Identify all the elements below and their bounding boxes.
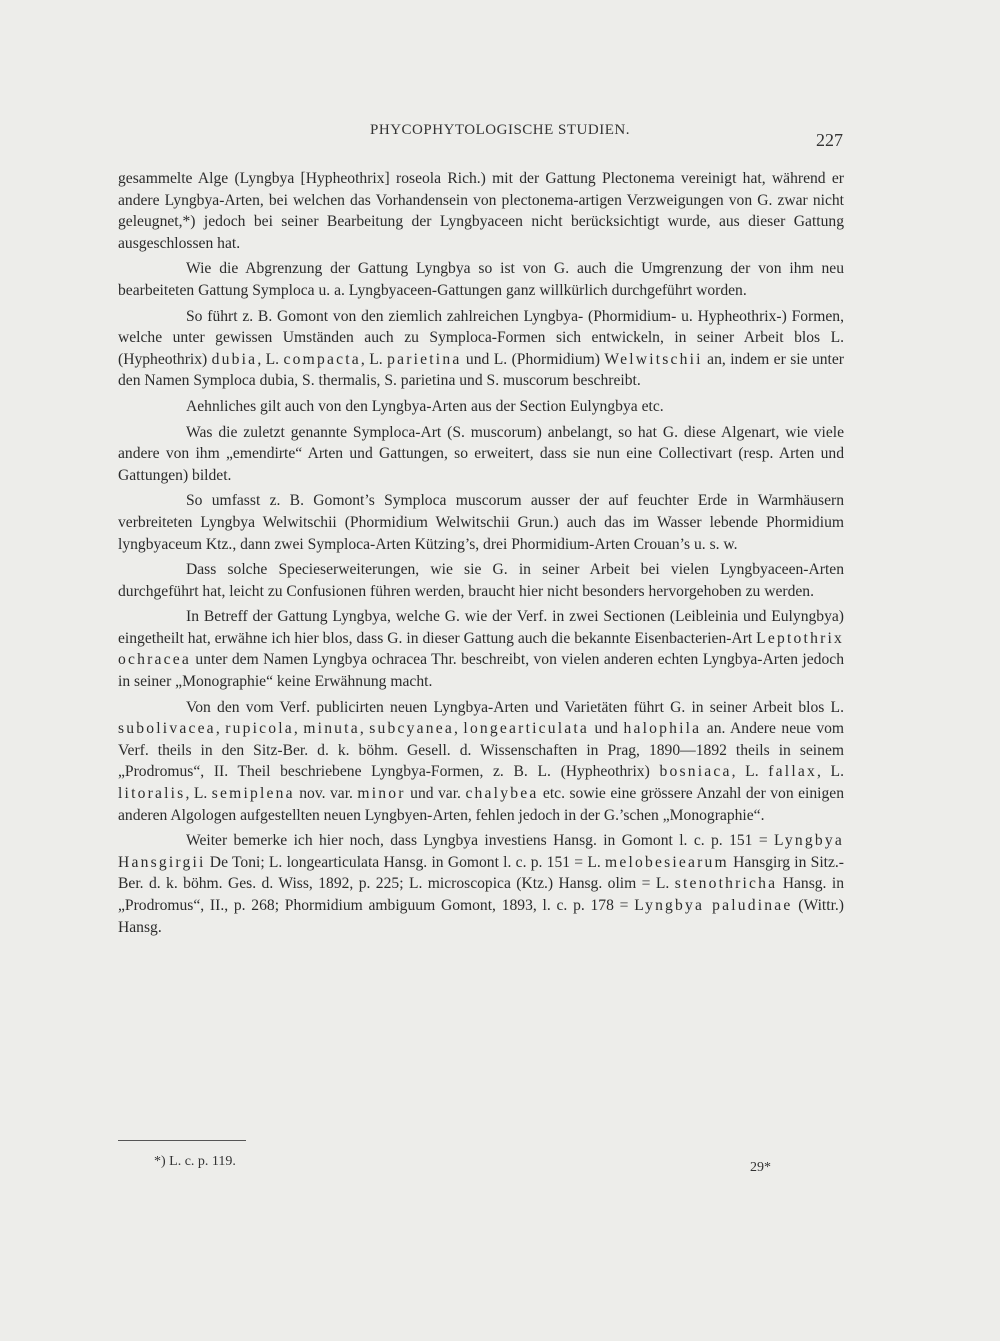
paragraph: [118, 396, 844, 418]
spaced-term: Welwitschii: [604, 350, 703, 368]
text-run: unter dem Namen Lyngbya ochracea Thr. beschreibt, von vielen anderen echten Lyngbya-Arten jedoch in seiner „Monographie“ keine Erwähnung macht.: [118, 651, 844, 691]
paragraph: [118, 830, 844, 938]
text-run: Wie die Abgrenzung der Gattung Lyngbya so ist von G. auch die Umgrenzung der von ihm neu bearbeiteten Gattung Symploca u. a. Lyngbyaceen-Gattungen ganz willkürlich durchgeführt worden.: [118, 260, 844, 299]
text-run: Dass solche Specieserweiterungen, wie sie G. in seiner Arbeit bei vielen Lyngbyaceen-Arten durchgeführt hat, leicht zu Confusionen führen werden, braucht hier nicht besonders hervorgehoben zu werden.: [118, 561, 844, 600]
text-run: an. Andere neue vom Verf. theils in den Sitz-Ber. d. k. böhm. Gesell. d. Wissenschaften in Prag, 1890—1892 theils in seinem „Prodromus“, II. Theil beschriebene Lyngbya-Formen, z. B. L. (Hypheothrix): [118, 720, 845, 781]
spaced-term: chalybea: [465, 785, 539, 803]
text-run: Hansgirg in Sitz.-Ber. d. k. böhm. Ges. d. Wiss, 1892, p. 225; L. microscopica (Ktz.) Hansg. olim = L.: [118, 853, 844, 893]
paragraph: [118, 559, 844, 602]
text-run: und: [589, 720, 624, 738]
footnote-rule: [118, 1140, 246, 1141]
text-run: Von den vom Verf. publicirten neuen Lyngbya-Arten und Varietäten führt G. in seiner Arbeit blos L.: [186, 698, 844, 716]
text-run: , L.: [816, 763, 844, 781]
spaced-term: rupicola: [225, 720, 294, 738]
text-run: So führt z. B. Gomont von den ziemlich zahlreichen Lyngbya- (Phormidium- u. Hypheothrix-) Formen, welche unter gewissen Umständen auch zu Symploca-Formen sich entwickeln, in seiner Arbeit blos L. (Hypheothrix): [118, 307, 844, 368]
text-run: Was die zuletzt genannte Symploca-Art (S. muscorum) anbelangt, so hat G. diese Algenart, wie viele andere von ihm „emendirte“ Arten und Gattungen, so erweitert, dass sie nun eine Collectivart (resp. Arten und Gattungen) bildet.: [118, 423, 844, 484]
text-run: , L.: [257, 350, 284, 368]
spaced-term: bosniaca: [659, 763, 732, 781]
paragraph: [118, 606, 844, 692]
signature-mark: 29*: [750, 1160, 771, 1175]
text-run: und var.: [405, 785, 466, 803]
spaced-term: parietina: [387, 350, 462, 368]
running-title: PHYCOPHYTOLOGISCHE STUDIEN.: [370, 122, 630, 138]
spaced-term: fallax: [768, 763, 817, 781]
paragraph: [118, 306, 844, 392]
text-run: an, indem er sie unter den Namen Symploca dubia, S. thermalis, S. parietina und S. muscorum beschreibt.: [118, 350, 845, 390]
spaced-term: Lyngbya Hansgirgii: [118, 832, 844, 871]
spaced-term: subcyanea: [369, 720, 454, 738]
spaced-term: minuta: [303, 720, 360, 738]
text-run: So umfasst z. B. Gomont’s Symploca muscorum ausser der auf feuchter Erde in Warmhäusern verbreiteten Lyngbya Welwitschii (Phormidium Welwitschii Grun.) auch das im Wasser lebende Phormidium lyngbyaceum Ktz., dann zwei Symploca-Arten Kützing’s, drei Phormidium-Arten Crouan’s u. s. w.: [118, 492, 844, 553]
text-run: nov. var.: [294, 785, 358, 803]
spaced-term: semiplena: [211, 785, 295, 803]
spaced-term: dubia: [211, 350, 258, 368]
spaced-term: minor: [357, 785, 406, 803]
text-run: , L.: [185, 785, 212, 803]
text-run: Weiter bemerke ich hier noch, dass Lyngbya investiens Hansg. in Gomont l. c. p. 151 =: [186, 832, 775, 850]
spaced-term: longearticulata: [463, 720, 590, 738]
spaced-term: subolivacea: [118, 720, 216, 738]
spaced-term: halophila: [623, 720, 702, 738]
text-run: (Wittr.) Hansg.: [118, 897, 845, 936]
paragraph: [118, 697, 844, 827]
text-run: Hansg. in „Prodromus“, II., p. 268; Phormidium ambiguum Gomont, 1893, l. c. p. 178 =: [118, 875, 844, 914]
paragraph: [118, 490, 844, 555]
page-number: 227: [816, 130, 843, 150]
spaced-term: melobesiearum: [605, 853, 729, 871]
text-run: De Toni; L. longearticulata Hansg. in Gomont l. c. p. 151 = L.: [205, 853, 606, 871]
text-run: ,: [359, 720, 370, 738]
body-text: [118, 168, 844, 942]
text-run: In Betreff der Gattung Lyngbya, welche G. wie der Verf. in zwei Sectionen (Leibleinia und Eulyngbya) eingetheilt hat, erwähne ich hier blos, dass G. in dieser Gattung auch die bekannte Eisenbacterien-Art: [118, 608, 844, 647]
text-run: ,: [454, 720, 464, 738]
text-run: etc. sowie eine grössere Anzahl der von einigen anderen Algologen aufgestellten neuen Lyngbyen-Arten, fehlen jedoch in der G.’schen „Monographie“.: [118, 785, 844, 824]
text-run: gesammelte Alge (Lyngbya [Hypheothrix] roseola Rich.) mit der Gattung Plectonema vereinigt hat, während er andere Lyngbya-Arten, bei welchen das Vorhandensein von plectonema-artigen Verzweigungen von G. zwar nicht geleugnet,*) jedoch bei seiner Bearbeitung der Lyngbyaceen nicht berücksichtigt wurde, aus dieser Gattung ausgeschlossen hat.: [118, 170, 844, 252]
spaced-term: compacta: [283, 350, 361, 368]
text-run: , L.: [731, 763, 769, 781]
text-run: ,: [293, 720, 304, 738]
paragraph: [118, 258, 844, 301]
paragraph: [118, 422, 844, 487]
text-run: ,: [215, 720, 226, 738]
text-run: Aehnliches gilt auch von den Lyngbya-Arten aus der Section Eulyngbya etc.: [186, 397, 664, 415]
spaced-term: Leptothrix ochracea: [118, 629, 844, 669]
spaced-term: Lyngbya paludinae: [634, 897, 793, 914]
footnote: *) L. c. p. 119.: [154, 1154, 236, 1169]
text-run: und L. (Phormidium): [461, 350, 605, 368]
paragraph: [118, 168, 844, 254]
spaced-term: litoralis: [118, 785, 186, 803]
spaced-term: stenothricha: [674, 875, 778, 893]
text-run: , L.: [360, 350, 388, 368]
